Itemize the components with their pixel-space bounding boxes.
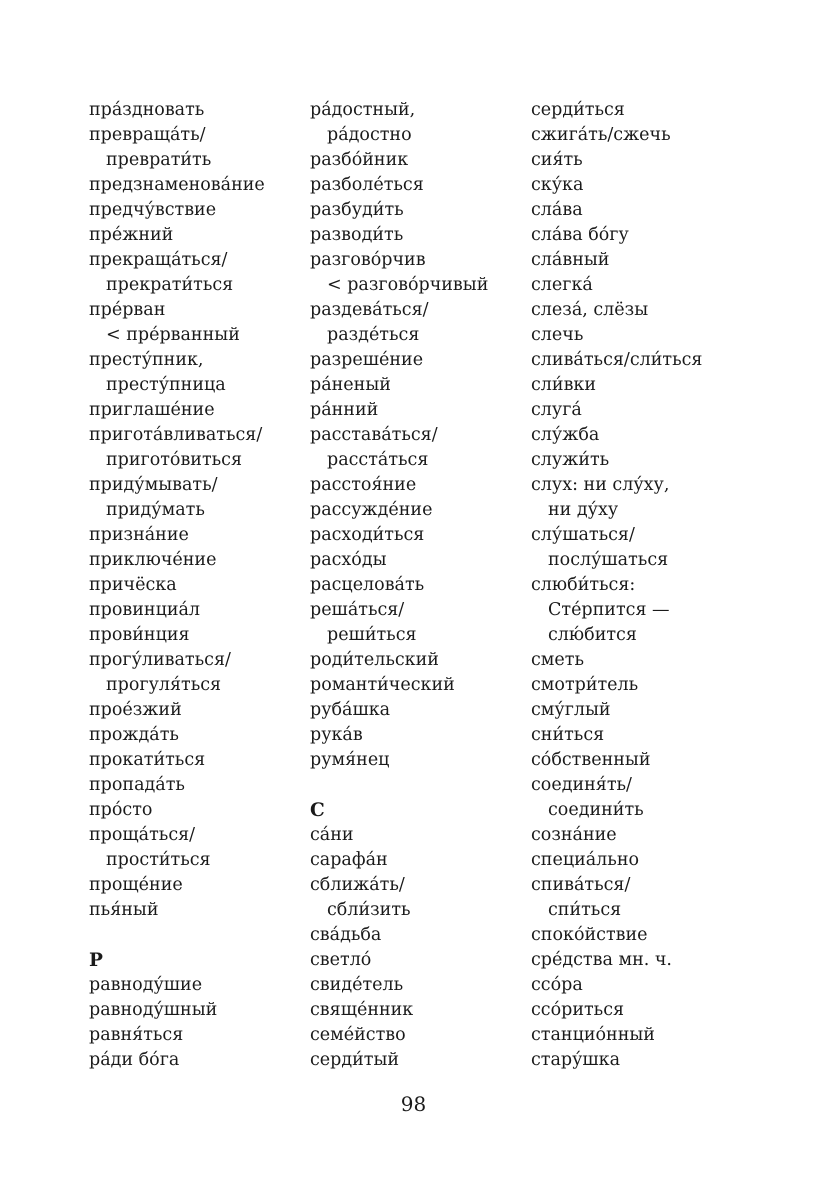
glossary-entry: румя́нец [310,750,390,770]
glossary-entry: пре́жний [89,225,174,245]
glossary-entry-continuation: послу́шаться [548,550,669,570]
glossary-entry: смотри́тель [531,675,639,695]
glossary-entry: предчу́вствие [89,200,217,220]
glossary-entry: сла́ва бóгу [531,225,629,245]
glossary-entry-continuation: Сте́рпится — [548,600,670,620]
glossary-column-3 [531,98,761,1073]
glossary-entry: пригота́вливаться/ [89,425,263,445]
glossary-entry: прекраща́ться/ [89,250,228,270]
glossary-entry: провинциа́л [89,600,201,620]
glossary-entry: разреше́ние [310,350,424,370]
glossary-entry: расходи́ться [310,525,425,545]
glossary-entry: прогу́ливаться/ [89,650,231,670]
glossary-entry: пья́ный [89,900,159,920]
glossary-entry: сре́дства мн. ч. [531,950,672,970]
glossary-entry-continuation: преврати́ть [106,150,212,170]
glossary-entry: разбуди́ть [310,200,404,220]
glossary-entry: расстоя́ние [310,475,417,495]
glossary-entry: сла́ва [531,200,583,220]
glossary-entry: сва́дьба [310,925,382,945]
glossary-entry: проща́ться/ [89,825,196,845]
glossary-entry-continuation: реши́ться [327,625,417,645]
glossary-entry: ску́ка [531,175,584,195]
page-number: 98 [400,1092,427,1116]
glossary-entry: семе́йство [310,1025,406,1045]
section-letter-heading: Р [89,950,103,971]
glossary-entry: са́ни [310,825,354,845]
glossary-entry: сли́вки [531,375,597,395]
glossary-entry: сближа́ть/ [310,875,405,895]
glossary-entry: реша́ться/ [310,600,405,620]
glossary-entry-continuation: прогуля́ться [106,675,222,695]
glossary-entry: слуга́ [531,400,582,420]
glossary-entry: сóбственный [531,750,651,770]
glossary-entry: прови́нция [89,625,190,645]
glossary-entry: свиде́тель [310,975,404,995]
glossary-entry: разводи́ть [310,225,404,245]
glossary-entry-continuation: спи́ться [548,900,622,920]
glossary-entry: слечь [531,325,584,345]
glossary-entry: сия́ть [531,150,583,170]
glossary-entry-continuation: расста́ться [327,450,429,470]
glossary-entry-continuation: сбли́зить [327,900,411,920]
glossary-entry: раздева́ться/ [310,300,429,320]
glossary-entry: рассужде́ние [310,500,433,520]
glossary-entry: равноду́шный [89,1000,218,1020]
glossary-entry: разболе́ться [310,175,424,195]
glossary-entry: сжига́ть/сжечь [531,125,671,145]
glossary-entry: приключе́ние [89,550,217,570]
glossary-entry: соединя́ть/ [531,775,632,795]
glossary-entry: станциóнный [531,1025,655,1045]
glossary-entry: пропада́ть [89,775,185,795]
glossary-entry: слеза́, слёзы [531,300,649,320]
glossary-entry-continuation: ра́достно [327,125,412,145]
glossary-entry-continuation: ни ду́ху [548,500,619,520]
glossary-entry: сметь [531,650,584,670]
glossary-entry-continuation: приготóвиться [106,450,243,470]
section-letter-heading: С [310,800,325,821]
glossary-entry: слух: ни слу́ху, [531,475,670,495]
glossary-entry: ра́достный, [310,100,416,120]
glossary-entry-continuation: прости́ться [106,850,211,870]
glossary-entry: слу́шаться/ [531,525,635,545]
glossary-entry: сни́ться [531,725,605,745]
section-spacer [89,923,329,948]
glossary-entry: прóсто [89,800,153,820]
glossary-entry-continuation: разде́ться [327,325,420,345]
glossary-entry: равня́ться [89,1025,184,1045]
glossary-entry: прожда́ть [89,725,179,745]
glossary-entry: причёска [89,575,177,595]
glossary-entry: пра́здновать [89,100,205,120]
glossary-entry: престу́пник, [89,350,204,370]
glossary-entry: разговóрчив [310,250,426,270]
glossary-entry: превраща́ть/ [89,125,206,145]
glossary-entry: расстава́ться/ [310,425,438,445]
glossary-entry: ра́ди бóга [89,1050,180,1070]
glossary-entry-continuation: < разговóрчивый [327,275,489,295]
glossary-entry: свяще́нник [310,1000,414,1020]
glossary-entry: созна́ние [531,825,617,845]
glossary-entry-continuation: соедини́ть [548,800,644,820]
glossary-column-1 [89,98,329,1073]
glossary-entry: призна́ние [89,525,189,545]
glossary-entry-continuation: прекрати́ться [106,275,234,295]
glossary-entry: слюби́ться: [531,575,636,595]
glossary-entry: проще́ние [89,875,183,895]
glossary-entry: сму́глый [531,700,611,720]
section-spacer [310,773,525,798]
glossary-entry: серди́тый [310,1050,400,1070]
glossary-entry: ссóра [531,975,583,995]
glossary-entry: предзнаменова́ние [89,175,265,195]
glossary-entry: слегка́ [531,275,593,295]
glossary-entry: расцелова́ть [310,575,425,595]
glossary-entry-continuation: приду́мать [106,500,205,520]
glossary-entry: светлó [310,950,372,970]
glossary-entry: разбóйник [310,150,409,170]
glossary-entry-continuation: слю́бится [548,625,637,645]
glossary-column-2 [310,98,525,1073]
glossary-entry: сарафа́н [310,850,388,870]
glossary-entry-continuation: < пре́рванный [106,325,240,345]
glossary-entry: приду́мывать/ [89,475,218,495]
glossary-entry: романти́ческий [310,675,455,695]
glossary-entry: приглаше́ние [89,400,215,420]
glossary-entry: рука́в [310,725,363,745]
glossary-entry: серди́ться [531,100,625,120]
glossary-entry: слива́ться/сли́ться [531,350,703,370]
glossary-entry: ра́нний [310,400,379,420]
glossary-entry: сла́вный [531,250,610,270]
glossary-entry: стару́шка [531,1050,621,1070]
glossary-entry: спива́ться/ [531,875,631,895]
glossary-entry: служи́ть [531,450,610,470]
glossary-entry: спокóйствие [531,925,648,945]
glossary-entry: специа́льно [531,850,640,870]
glossary-entry: руба́шка [310,700,391,720]
glossary-entry: прое́зжий [89,700,182,720]
glossary-entry: роди́тельский [310,650,439,670]
glossary-entry: ра́неный [310,375,391,395]
glossary-entry: пре́рван [89,300,166,320]
glossary-entry-continuation: престу́пница [106,375,226,395]
glossary-entry: равноду́шие [89,975,203,995]
glossary-entry: прокати́ться [89,750,206,770]
glossary-entry: расхóды [310,550,387,570]
glossary-entry: ссóриться [531,1000,625,1020]
glossary-entry: слу́жба [531,425,600,445]
